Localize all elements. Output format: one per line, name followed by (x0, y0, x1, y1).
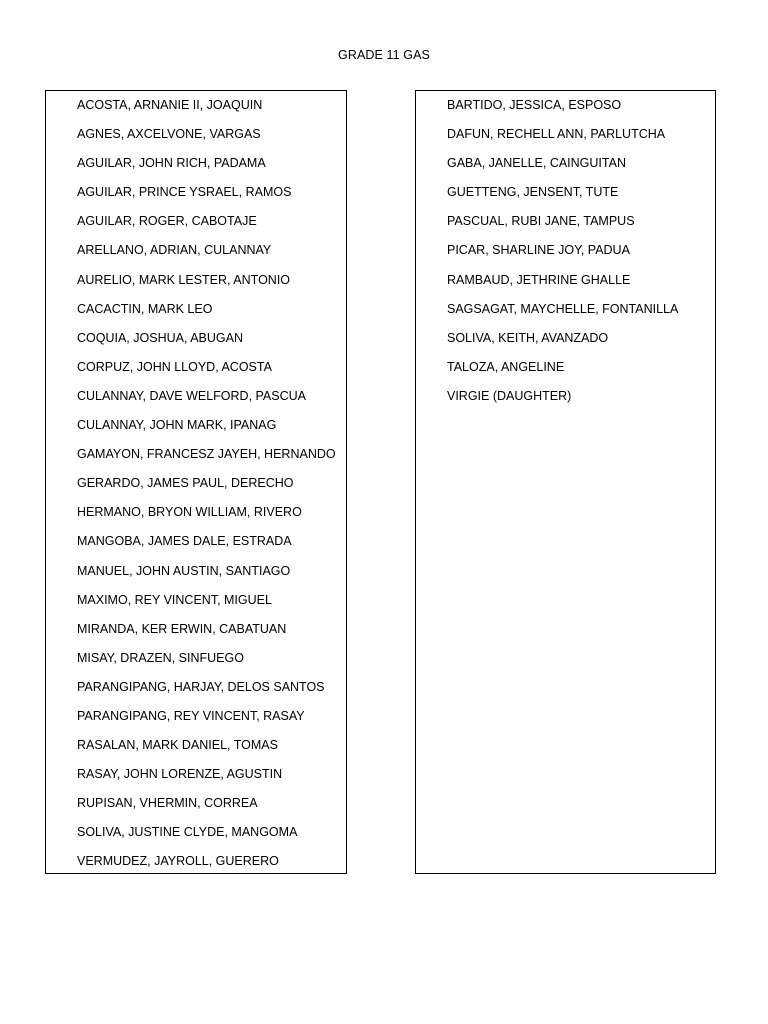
list-item: ARELLANO, ADRIAN, CULANNAY (77, 243, 272, 258)
list-item: PASCUAL, RUBI JANE, TAMPUS (447, 214, 635, 229)
list-item: CULANNAY, JOHN MARK, IPANAG (77, 418, 277, 433)
list-item: AGUILAR, ROGER, CABOTAJE (77, 214, 257, 229)
list-item: MANUEL, JOHN AUSTIN, SANTIAGO (77, 563, 291, 578)
list-item: GUETTENG, JENSENT, TUTE (447, 185, 619, 200)
list-item: MISAY, DRAZEN, SINFUEGO (77, 650, 244, 665)
list-item: HERMANO, BRYON WILLIAM, RIVERO (77, 505, 302, 520)
list-item: AGUILAR, PRINCE YSRAEL, RAMOS (77, 185, 292, 200)
list-item: DAFUN, RECHELL ANN, PARLUTCHA (447, 127, 666, 142)
list-item: SOLIVA, KEITH, AVANZADO (447, 330, 609, 345)
list-item: CORPUZ, JOHN LLOYD, ACOSTA (77, 359, 272, 374)
list-item: PARANGIPANG, HARJAY, DELOS SANTOS (77, 679, 325, 694)
list-item: VIRGIE (DAUGHTER) (447, 388, 572, 403)
list-item: GABA, JANELLE, CAINGUITAN (447, 156, 626, 171)
list-item: AGUILAR, JOHN RICH, PADAMA (77, 156, 266, 171)
list-item: RASALAN, MARK DANIEL, TOMAS (77, 738, 278, 753)
list-item: RUPISAN, VHERMIN, CORREA (77, 796, 258, 811)
list-item: RASAY, JOHN LORENZE, AGUSTIN (77, 767, 283, 782)
list-item: AURELIO, MARK LESTER, ANTONIO (77, 272, 291, 287)
list-item: CACACTIN, MARK LEO (77, 301, 213, 316)
list-item: GAMAYON, FRANCESZ JAYEH, HERNANDO (77, 447, 336, 462)
list-item: VERMUDEZ, JAYROLL, GUERERO (77, 854, 279, 869)
left-name-box (45, 90, 347, 874)
page-title: GRADE 11 GAS (338, 48, 430, 62)
list-item: TALOZA, ANGELINE (447, 359, 565, 374)
list-item: GERARDO, JAMES PAUL, DERECHO (77, 476, 294, 491)
list-item: SAGSAGAT, MAYCHELLE, FONTANILLA (447, 301, 679, 316)
list-item: BARTIDO, JESSICA, ESPOSO (447, 98, 622, 112)
list-item: SOLIVA, JUSTINE CLYDE, MANGOMA (77, 825, 298, 840)
list-item: ACOSTA, ARNANIE II, JOAQUIN (77, 98, 263, 112)
list-item: PICAR, SHARLINE JOY, PADUA (447, 243, 630, 258)
list-item: MIRANDA, KER ERWIN, CABATUAN (77, 621, 287, 636)
list-item: CULANNAY, DAVE WELFORD, PASCUA (77, 388, 306, 403)
list-item: AGNES, AXCELVONE, VARGAS (77, 127, 261, 142)
left-name-list (77, 96, 342, 882)
list-item: MANGOBA, JAMES DALE, ESTRADA (77, 534, 292, 549)
list-item: MAXIMO, REY VINCENT, MIGUEL (77, 592, 272, 607)
list-item: RAMBAUD, JETHRINE GHALLE (447, 272, 631, 287)
list-item: COQUIA, JOSHUA, ABUGAN (77, 330, 244, 345)
list-item: PARANGIPANG, REY VINCENT, RASAY (77, 708, 305, 723)
right-name-box (415, 90, 716, 874)
right-name-list (447, 96, 711, 416)
